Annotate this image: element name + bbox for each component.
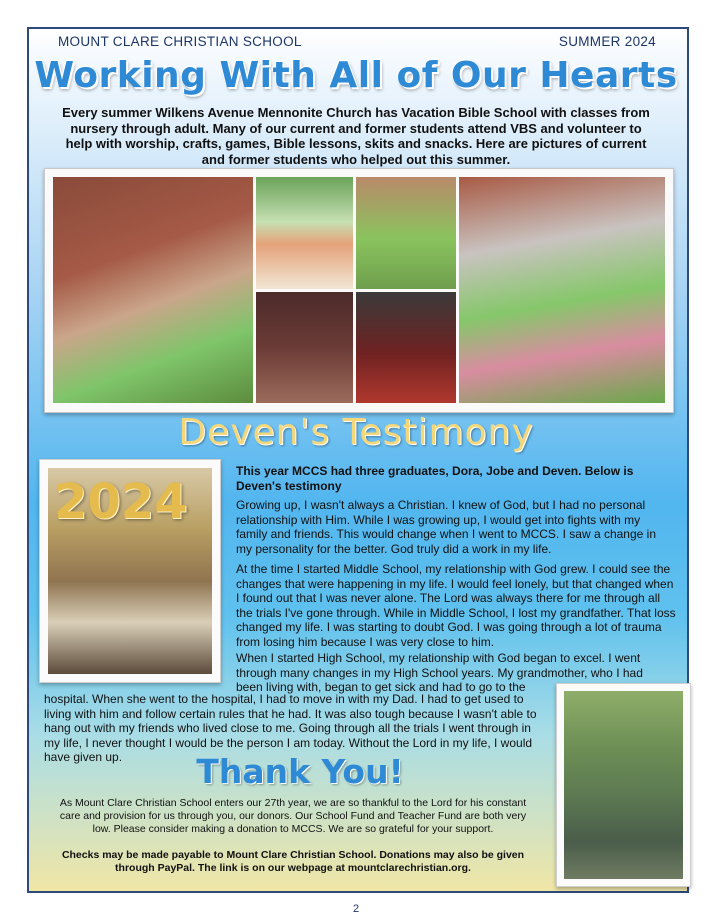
vbs-photo-group-left (53, 177, 253, 403)
school-name: MOUNT CLARE CHRISTIAN SCHOOL (58, 34, 302, 49)
vbs-photo-drummer (356, 177, 456, 289)
testimony-paragraph-3: When I started High School, my relationship with God began to excel. I went through many changes in my High School years. My grandmother, who I had been living with, began to get sick and had to go to the (236, 651, 643, 694)
testimony-paragraph-2: At the time I started Middle School, my relationship with God grew. I could see the changes that were happening in my life. I would feel lonely, but that changed when I found out that I was never alone. The Lord was always there for me through all the trials I've gone through. While in Middle School, I lost my grandfather. That loss changed my life. I was starting to doubt God. I was going through a lot of trauma from losing him because I was very close to him. (236, 562, 676, 649)
vbs-intro: Every summer Wilkens Avenue Mennonite Church has Vacation Bible School with classes from nursery through adult. Many of our current and former students attend VBS and volunteer to help with worship, crafts, games, Bible lessons, skits and snacks. Here are pictures of current and former students who helped out this summer. (62, 105, 650, 167)
thank-you-title: Thank You! (196, 752, 404, 791)
vbs-photo-collage (44, 168, 674, 413)
vbs-photo-crafts (256, 177, 353, 289)
graduation-balloons-year: 2024 (54, 474, 188, 530)
page-number: 2 (352, 903, 360, 915)
vbs-photo-guitar (356, 292, 456, 403)
vbs-photo-worship (256, 292, 353, 403)
edition-label: SUMMER 2024 (558, 34, 656, 49)
testimony-title: Deven's Testimony (178, 412, 534, 453)
donation-instructions: Checks may be made payable to Mount Clare Christian School. Donations may also be given through PayPal. The link is on our webpage at mountclarechristian.org. (61, 849, 525, 874)
thank-you-text: As Mount Clare Christian School enters our 27th year, we are so thankful to the Lord for his constant care and provision for us through you, our donors. Our School Fund and Teacher Fund are both very low. Please consider making a donation to MCCS. We are so grateful for your support. (59, 797, 527, 835)
graduation-photo-image (48, 468, 212, 674)
vbs-title: Working With All of Our Hearts (34, 55, 678, 96)
testimony-lead: This year MCCS had three graduates, Dora, Jobe and Deven. Below is Deven's testimony (236, 464, 634, 493)
vbs-photo-group-right (459, 177, 665, 403)
testimony-paragraph-1: Growing up, I wasn't always a Christian. I knew of God, but I had no personal relationship with Him. While I was growing up, I would get into fights with my family and friends. This would change when I went to MCCS. I saw a change in my personality for the better. God truly did a work in my life. (236, 498, 656, 556)
testimony-paragraph-3-continued: hospital. When she went to the hospital, I had to move in with my Dad. I had to get used to living with him and follow certain rules that he had. It was also tough because I wasn't able to hang out with my friends who lived close to me. Going through all the trials I went through in my life, I never thought I would be the person I am today. Without the Lord in my life, I would have given up. (44, 692, 537, 764)
graduation-photo (39, 459, 221, 683)
